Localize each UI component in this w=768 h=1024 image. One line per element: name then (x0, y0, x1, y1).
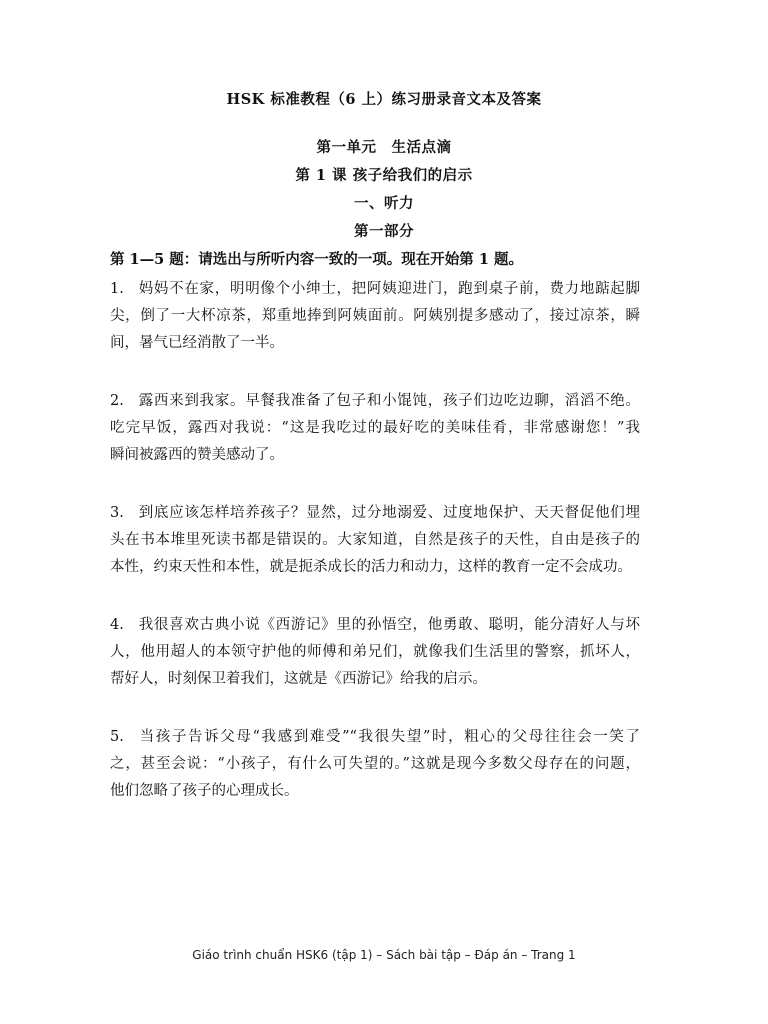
paragraph-line: 尖，倒了一大杯凉茶，郑重地捧到阿姨面前。阿姨别提多感动了，接过凉茶，瞬 (110, 308, 640, 324)
paragraph-line: 之，甚至会说：“小孩子，有什么可失望的。”这就是现今多数父母存在的问题， (110, 756, 640, 772)
paragraph-line: 2. 露西来到我家。早餐我准备了包子和小馄饨，孩子们边吃边聊，滔滔不绝。 (110, 388, 640, 415)
paragraph-line: 1. 妈妈不在家，明明像个小绅士，把阿姨迎进门，跑到桌子前，费力地踮起脚 (110, 276, 640, 303)
item-number: 3. (110, 505, 124, 521)
item-number: 1. (110, 281, 124, 297)
document-title: HSK 标准教程（6 上）练习册录音文本及答案 (226, 91, 542, 108)
paragraph-line: 帮好人，时刻保卫着我们，这就是《西游记》给我的启示。 (110, 671, 487, 687)
part-title: 第一部分 (354, 223, 414, 240)
item-number: 5. (110, 729, 124, 745)
paragraph-line: 4. 我很喜欢古典小说《西游记》里的孙悟空，他勇敢、聪明，能分清好人与坏 (110, 612, 640, 639)
paragraph-line: 他们忽略了孩子的心理成长。 (110, 783, 299, 799)
paragraph-line: 3. 到底应该怎样培养孩子？显然，过分地溺爱、过度地保护、天天督促他们埋 (110, 500, 640, 527)
unit-title: 第一单元 生活点滴 (316, 139, 452, 156)
exercise-instruction: 第 1—5 题：请选出与所听内容一致的一项。现在开始第 1 题。 (110, 251, 523, 268)
transcript-paragraph-1 (110, 276, 640, 357)
paragraph-line: 本性，约束天性和本性，就是扼杀成长的活力和动力，这样的教育一定不会成功。 (110, 559, 632, 575)
transcript-paragraph-4 (110, 612, 640, 693)
item-number: 2. (110, 393, 124, 409)
page-footer: Giáo trình chuẩn HSK6 (tập 1) – Sách bài tập – Đáp án – Trang 1 (192, 948, 576, 962)
paragraph-line: 间，暑气已经消散了一半。 (110, 335, 284, 351)
paragraph-line: 吃完早饭，露西对我说：“这是我吃过的最好吃的美味佳肴，非常感谢您！”我 (110, 420, 640, 436)
transcript-paragraph-5 (110, 724, 640, 805)
transcript-paragraph-3 (110, 500, 640, 581)
transcript-paragraph-2 (110, 388, 640, 469)
item-number: 4. (110, 617, 124, 633)
paragraph-line: 瞬间被露西的赞美感动了。 (110, 447, 284, 463)
lesson-title: 第 1 课 孩子给我们的启示 (295, 167, 473, 184)
section-title: 一、听力 (354, 195, 414, 212)
paragraph-line: 5. 当孩子告诉父母“我感到难受”“我很失望”时，粗心的父母往往会一笑了 (110, 724, 640, 751)
paragraph-line: 头在书本堆里死读书都是错误的。大家知道，自然是孩子的天性，自由是孩子的 (110, 532, 640, 548)
paragraph-line: 人，他用超人的本领守护他的师傅和弟兄们，就像我们生活里的警察，抓坏人， (110, 644, 640, 660)
